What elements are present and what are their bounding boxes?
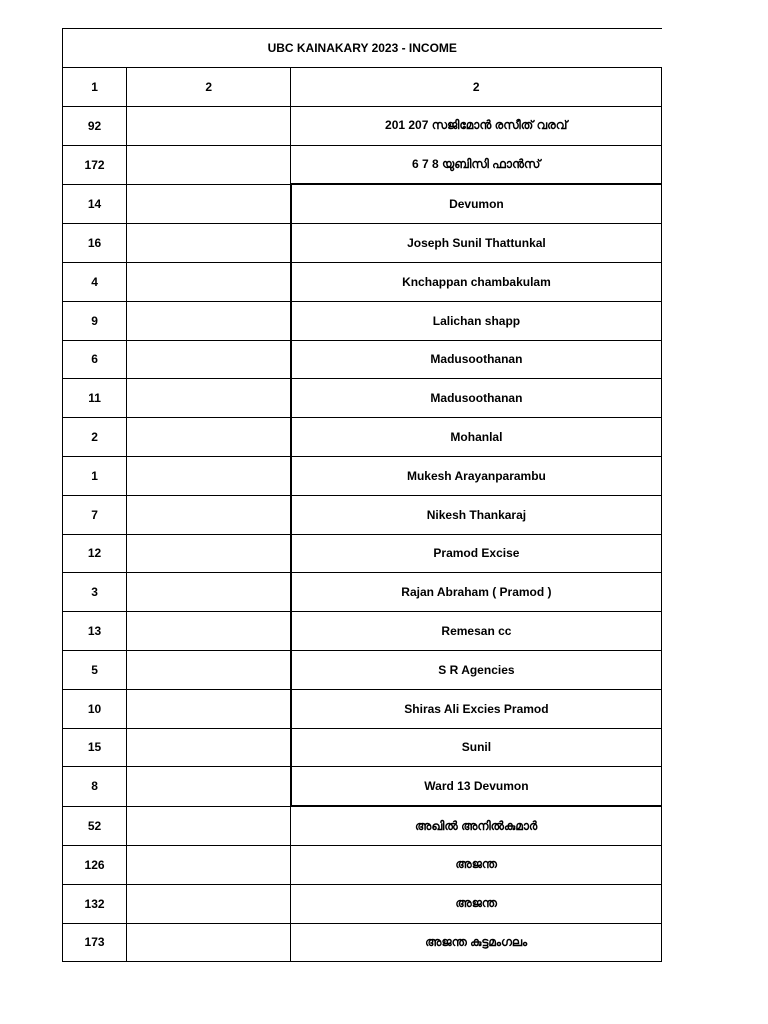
row-amount-cell[interactable] bbox=[127, 923, 291, 962]
row-number-cell[interactable]: 2 bbox=[63, 418, 127, 457]
row-name-cell[interactable]: Joseph Sunil Thattunkal bbox=[291, 224, 662, 263]
title-row bbox=[63, 29, 662, 68]
row-amount-cell[interactable] bbox=[127, 418, 291, 457]
row-name-cell[interactable]: Nikesh Thankaraj bbox=[291, 495, 662, 534]
table-row bbox=[63, 106, 662, 145]
table-row bbox=[63, 340, 662, 379]
row-number-cell[interactable]: 126 bbox=[63, 845, 127, 884]
row-name-cell[interactable]: Pramod Excise bbox=[291, 534, 662, 573]
row-number-cell[interactable]: 92 bbox=[63, 106, 127, 145]
row-number-cell[interactable]: 5 bbox=[63, 650, 127, 689]
row-amount-cell[interactable] bbox=[127, 224, 291, 263]
row-name-cell[interactable]: Lalichan shapp bbox=[291, 301, 662, 340]
row-amount-cell[interactable] bbox=[127, 456, 291, 495]
row-amount-cell[interactable] bbox=[127, 379, 291, 418]
row-number-cell[interactable]: 7 bbox=[63, 495, 127, 534]
header-row bbox=[63, 68, 662, 107]
row-amount-cell[interactable] bbox=[127, 573, 291, 612]
table-row bbox=[63, 224, 662, 263]
row-amount-cell[interactable] bbox=[127, 612, 291, 651]
table-row bbox=[63, 534, 662, 573]
row-amount-cell[interactable] bbox=[127, 689, 291, 728]
row-amount-cell[interactable] bbox=[127, 806, 291, 845]
row-name-cell[interactable]: S R Agencies bbox=[291, 650, 662, 689]
table-row bbox=[63, 301, 662, 340]
row-number-cell[interactable]: 10 bbox=[63, 689, 127, 728]
row-number-cell[interactable]: 4 bbox=[63, 262, 127, 301]
row-amount-cell[interactable] bbox=[127, 262, 291, 301]
row-number-cell[interactable]: 52 bbox=[63, 806, 127, 845]
row-name-cell[interactable]: Madusoothanan bbox=[291, 379, 662, 418]
row-amount-cell[interactable] bbox=[127, 301, 291, 340]
table-row bbox=[63, 767, 662, 806]
row-number-cell[interactable]: 132 bbox=[63, 884, 127, 923]
table-row bbox=[63, 923, 662, 962]
row-number-cell[interactable]: 14 bbox=[63, 184, 127, 223]
table-row bbox=[63, 145, 662, 184]
table-row bbox=[63, 262, 662, 301]
row-name-cell[interactable]: 201 207 സജിമോൻ രസീത് വരവ് bbox=[291, 106, 662, 145]
row-number-cell[interactable]: 11 bbox=[63, 379, 127, 418]
row-number-cell[interactable]: 13 bbox=[63, 612, 127, 651]
row-amount-cell[interactable] bbox=[127, 495, 291, 534]
row-number-cell[interactable]: 15 bbox=[63, 728, 127, 767]
table-row bbox=[63, 650, 662, 689]
row-number-cell[interactable]: 173 bbox=[63, 923, 127, 962]
row-name-cell[interactable]: Mohanlal bbox=[291, 418, 662, 457]
row-name-cell[interactable]: അഖിൽ അനിൽകുമാർ bbox=[291, 806, 662, 845]
row-name-cell[interactable]: Ward 13 Devumon bbox=[291, 767, 662, 806]
table-row bbox=[63, 184, 662, 223]
row-amount-cell[interactable] bbox=[127, 184, 291, 223]
row-amount-cell[interactable] bbox=[127, 767, 291, 806]
row-name-cell[interactable]: Mukesh Arayanparambu bbox=[291, 456, 662, 495]
table-row bbox=[63, 495, 662, 534]
row-number-cell[interactable]: 8 bbox=[63, 767, 127, 806]
row-amount-cell[interactable] bbox=[127, 340, 291, 379]
sheet-title[interactable]: UBC KAINAKARY 2023 - INCOME bbox=[63, 29, 662, 68]
table-row bbox=[63, 612, 662, 651]
header-cell-2[interactable]: 2 bbox=[127, 68, 291, 107]
row-amount-cell[interactable] bbox=[127, 145, 291, 184]
table-row bbox=[63, 689, 662, 728]
row-name-cell[interactable]: അജന്ത bbox=[291, 845, 662, 884]
table-row bbox=[63, 379, 662, 418]
row-name-cell[interactable]: Devumon bbox=[291, 184, 662, 223]
table-row bbox=[63, 845, 662, 884]
row-amount-cell[interactable] bbox=[127, 650, 291, 689]
row-name-cell[interactable]: 6 7 8 യുബിസി ഫാൻസ് bbox=[291, 145, 662, 184]
row-name-cell[interactable]: Sunil bbox=[291, 728, 662, 767]
table-row bbox=[63, 418, 662, 457]
row-amount-cell[interactable] bbox=[127, 884, 291, 923]
table-row bbox=[63, 884, 662, 923]
row-number-cell[interactable]: 6 bbox=[63, 340, 127, 379]
row-amount-cell[interactable] bbox=[127, 728, 291, 767]
table-row bbox=[63, 728, 662, 767]
row-name-cell[interactable]: Remesan cc bbox=[291, 612, 662, 651]
row-number-cell[interactable]: 1 bbox=[63, 456, 127, 495]
header-cell-1[interactable]: 1 bbox=[63, 68, 127, 107]
row-name-cell[interactable]: Madusoothanan bbox=[291, 340, 662, 379]
row-name-cell[interactable]: Shiras Ali Excies Pramod bbox=[291, 689, 662, 728]
row-amount-cell[interactable] bbox=[127, 106, 291, 145]
table-row bbox=[63, 456, 662, 495]
table-row bbox=[63, 573, 662, 612]
row-number-cell[interactable]: 12 bbox=[63, 534, 127, 573]
row-number-cell[interactable]: 9 bbox=[63, 301, 127, 340]
table-body bbox=[63, 29, 662, 962]
row-name-cell[interactable]: Rajan Abraham ( Pramod ) bbox=[291, 573, 662, 612]
row-name-cell[interactable]: അജന്ത bbox=[291, 884, 662, 923]
row-number-cell[interactable]: 16 bbox=[63, 224, 127, 263]
table-row bbox=[63, 806, 662, 845]
row-number-cell[interactable]: 3 bbox=[63, 573, 127, 612]
row-amount-cell[interactable] bbox=[127, 534, 291, 573]
row-amount-cell[interactable] bbox=[127, 845, 291, 884]
row-number-cell[interactable]: 172 bbox=[63, 145, 127, 184]
income-table bbox=[62, 28, 662, 962]
row-name-cell[interactable]: Knchappan chambakulam bbox=[291, 262, 662, 301]
row-name-cell[interactable]: അജന്ത കുട്ടമംഗലം bbox=[291, 923, 662, 962]
header-cell-3[interactable]: 2 bbox=[291, 68, 662, 107]
